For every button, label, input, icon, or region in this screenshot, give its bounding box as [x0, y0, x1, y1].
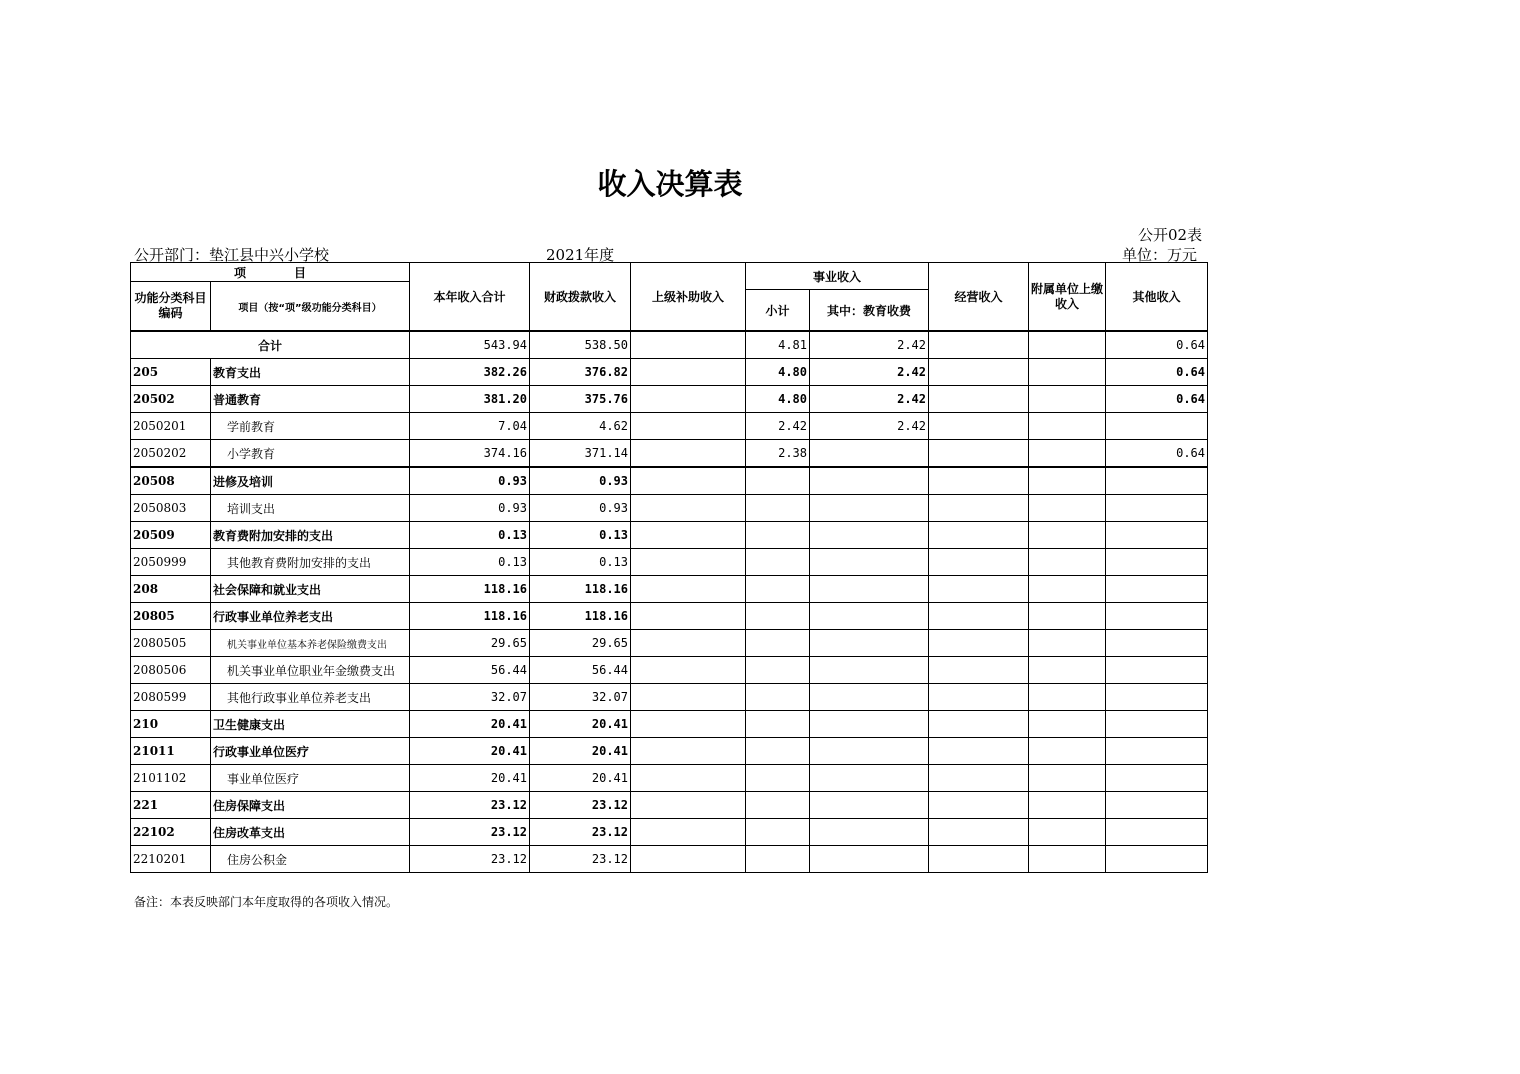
table-row — [131, 522, 1208, 549]
cell-operating — [929, 549, 1029, 576]
cell-other: 0.64 — [1106, 331, 1208, 359]
cell-fiscal: 376.82 — [530, 359, 631, 386]
cell-fiscal: 0.93 — [530, 467, 631, 495]
cell-operating — [929, 359, 1029, 386]
cell-total: 0.13 — [410, 522, 530, 549]
cell-operating — [929, 603, 1029, 630]
cell-subtotal: 4.81 — [746, 331, 810, 359]
cell-total: 29.65 — [410, 630, 530, 657]
cell-other: 0.64 — [1106, 386, 1208, 413]
cell-superior — [631, 576, 746, 603]
row-name: 其他行政事业单位养老支出 — [211, 684, 410, 711]
table-row — [131, 684, 1208, 711]
cell-superior — [631, 331, 746, 359]
row-name: 合计 — [131, 331, 410, 359]
cell-superior — [631, 495, 746, 522]
cell-fiscal: 118.16 — [530, 576, 631, 603]
row-code: 2210201 — [131, 846, 211, 873]
row-code: 2050201 — [131, 413, 211, 440]
row-name: 住房公积金 — [211, 846, 410, 873]
cell-total: 23.12 — [410, 792, 530, 819]
cell-affiliated — [1029, 495, 1106, 522]
cell-operating — [929, 467, 1029, 495]
cell-affiliated — [1029, 792, 1106, 819]
cell-subtotal — [746, 819, 810, 846]
cell-fiscal: 118.16 — [530, 603, 631, 630]
cell-total: 381.20 — [410, 386, 530, 413]
row-name: 培训支出 — [211, 495, 410, 522]
cell-fiscal: 375.76 — [530, 386, 631, 413]
table-row — [131, 413, 1208, 440]
cell-affiliated — [1029, 522, 1106, 549]
cell-total: 0.93 — [410, 467, 530, 495]
cell-operating — [929, 792, 1029, 819]
cell-other — [1106, 467, 1208, 495]
row-name: 小学教育 — [211, 440, 410, 468]
cell-edu-fee — [810, 576, 929, 603]
row-code: 2050202 — [131, 440, 211, 468]
cell-total: 374.16 — [410, 440, 530, 468]
table-row — [131, 549, 1208, 576]
cell-operating — [929, 440, 1029, 468]
cell-superior — [631, 819, 746, 846]
cell-subtotal — [746, 765, 810, 792]
cell-edu-fee — [810, 440, 929, 468]
header-item: 项 目 — [131, 263, 410, 282]
cell-subtotal — [746, 603, 810, 630]
row-name: 普通教育 — [211, 386, 410, 413]
cell-fiscal: 23.12 — [530, 819, 631, 846]
table-row — [131, 630, 1208, 657]
row-name: 住房改革支出 — [211, 819, 410, 846]
cell-edu-fee — [810, 711, 929, 738]
row-code: 22102 — [131, 819, 211, 846]
cell-other — [1106, 765, 1208, 792]
row-name: 事业单位医疗 — [211, 765, 410, 792]
cell-fiscal: 32.07 — [530, 684, 631, 711]
cell-edu-fee — [810, 684, 929, 711]
cell-operating — [929, 711, 1029, 738]
cell-superior — [631, 386, 746, 413]
header-superior: 上级补助收入 — [631, 263, 746, 332]
header-edu-fee: 其中：教育收费 — [810, 290, 929, 332]
row-name: 行政事业单位养老支出 — [211, 603, 410, 630]
cell-subtotal: 2.42 — [746, 413, 810, 440]
cell-affiliated — [1029, 549, 1106, 576]
cell-affiliated — [1029, 467, 1106, 495]
table-row — [131, 576, 1208, 603]
cell-superior — [631, 657, 746, 684]
row-code: 20508 — [131, 467, 211, 495]
cell-total: 23.12 — [410, 846, 530, 873]
table-row — [131, 331, 1208, 359]
cell-affiliated — [1029, 819, 1106, 846]
header-affiliated: 附属单位上缴收入 — [1029, 263, 1106, 332]
cell-total: 382.26 — [410, 359, 530, 386]
cell-other — [1106, 738, 1208, 765]
cell-subtotal — [746, 630, 810, 657]
cell-edu-fee: 2.42 — [810, 413, 929, 440]
cell-edu-fee — [810, 522, 929, 549]
cell-other — [1106, 792, 1208, 819]
cell-subtotal — [746, 846, 810, 873]
row-code: 2101102 — [131, 765, 211, 792]
cell-superior — [631, 413, 746, 440]
cell-superior — [631, 765, 746, 792]
row-code: 205 — [131, 359, 211, 386]
cell-operating — [929, 630, 1029, 657]
cell-subtotal — [746, 576, 810, 603]
cell-total: 20.41 — [410, 738, 530, 765]
cell-affiliated — [1029, 331, 1106, 359]
cell-edu-fee — [810, 657, 929, 684]
table-row — [131, 846, 1208, 873]
cell-superior — [631, 846, 746, 873]
row-code: 2080506 — [131, 657, 211, 684]
cell-affiliated — [1029, 684, 1106, 711]
table-row — [131, 359, 1208, 386]
cell-fiscal: 20.41 — [530, 711, 631, 738]
row-name: 住房保障支出 — [211, 792, 410, 819]
cell-operating — [929, 765, 1029, 792]
cell-other — [1106, 522, 1208, 549]
row-name: 教育支出 — [211, 359, 410, 386]
cell-other — [1106, 549, 1208, 576]
cell-superior — [631, 549, 746, 576]
cell-fiscal: 371.14 — [530, 440, 631, 468]
cell-affiliated — [1029, 765, 1106, 792]
cell-subtotal: 2.38 — [746, 440, 810, 468]
cell-superior — [631, 359, 746, 386]
cell-superior — [631, 792, 746, 819]
cell-fiscal: 0.13 — [530, 549, 631, 576]
cell-affiliated — [1029, 386, 1106, 413]
row-code: 2080599 — [131, 684, 211, 711]
cell-operating — [929, 684, 1029, 711]
table-row — [131, 819, 1208, 846]
cell-subtotal — [746, 792, 810, 819]
cell-edu-fee — [810, 549, 929, 576]
cell-total: 543.94 — [410, 331, 530, 359]
cell-fiscal: 23.12 — [530, 846, 631, 873]
cell-edu-fee — [810, 495, 929, 522]
table-row — [131, 495, 1208, 522]
cell-other — [1106, 657, 1208, 684]
cell-other — [1106, 630, 1208, 657]
cell-operating — [929, 819, 1029, 846]
cell-total: 0.93 — [410, 495, 530, 522]
table-row — [131, 711, 1208, 738]
cell-operating — [929, 846, 1029, 873]
cell-affiliated — [1029, 846, 1106, 873]
cell-fiscal: 23.12 — [530, 792, 631, 819]
cell-total: 20.41 — [410, 711, 530, 738]
cell-edu-fee: 2.42 — [810, 359, 929, 386]
header-fiscal: 财政拨款收入 — [530, 263, 631, 332]
cell-affiliated — [1029, 711, 1106, 738]
cell-operating — [929, 576, 1029, 603]
row-code: 2050999 — [131, 549, 211, 576]
cell-operating — [929, 495, 1029, 522]
cell-affiliated — [1029, 440, 1106, 468]
header-total: 本年收入合计 — [410, 263, 530, 332]
cell-subtotal — [746, 738, 810, 765]
cell-edu-fee — [810, 819, 929, 846]
cell-operating — [929, 413, 1029, 440]
header-code: 功能分类科目编码 — [131, 282, 211, 332]
cell-other — [1106, 711, 1208, 738]
cell-other — [1106, 846, 1208, 873]
cell-affiliated — [1029, 630, 1106, 657]
cell-edu-fee — [810, 603, 929, 630]
cell-operating — [929, 386, 1029, 413]
row-name: 其他教育费附加安排的支出 — [211, 549, 410, 576]
cell-other: 0.64 — [1106, 440, 1208, 468]
cell-fiscal: 4.62 — [530, 413, 631, 440]
row-code: 20509 — [131, 522, 211, 549]
cell-subtotal — [746, 549, 810, 576]
table-row — [131, 467, 1208, 495]
cell-edu-fee — [810, 738, 929, 765]
row-name: 机关事业单位基本养老保险缴费支出 — [211, 630, 410, 657]
row-name: 行政事业单位医疗 — [211, 738, 410, 765]
cell-operating — [929, 657, 1029, 684]
cell-superior — [631, 684, 746, 711]
header-business: 事业收入 — [746, 263, 929, 290]
cell-other — [1106, 684, 1208, 711]
row-name: 教育费附加安排的支出 — [211, 522, 410, 549]
header-name: 项目（按“项”级功能分类科目） — [211, 282, 410, 332]
fiscal-year: 2021年度 — [546, 246, 615, 264]
cell-other — [1106, 576, 1208, 603]
header-subtotal: 小计 — [746, 290, 810, 332]
header-operating: 经营收入 — [929, 263, 1029, 332]
row-code: 20502 — [131, 386, 211, 413]
income-table — [130, 262, 1208, 873]
cell-edu-fee — [810, 765, 929, 792]
cell-operating — [929, 331, 1029, 359]
row-name: 卫生健康支出 — [211, 711, 410, 738]
cell-fiscal: 0.93 — [530, 495, 631, 522]
cell-superior — [631, 467, 746, 495]
cell-superior — [631, 630, 746, 657]
cell-subtotal — [746, 467, 810, 495]
cell-subtotal: 4.80 — [746, 359, 810, 386]
table-row — [131, 738, 1208, 765]
table-row — [131, 440, 1208, 468]
cell-superior — [631, 522, 746, 549]
cell-operating — [929, 738, 1029, 765]
row-code: 2050803 — [131, 495, 211, 522]
page-title: 收入决算表 — [597, 167, 743, 201]
cell-total: 56.44 — [410, 657, 530, 684]
cell-fiscal: 20.41 — [530, 738, 631, 765]
cell-subtotal — [746, 711, 810, 738]
row-code: 210 — [131, 711, 211, 738]
cell-other — [1106, 495, 1208, 522]
cell-superior — [631, 440, 746, 468]
table-row — [131, 603, 1208, 630]
row-code: 208 — [131, 576, 211, 603]
cell-superior — [631, 711, 746, 738]
row-code: 21011 — [131, 738, 211, 765]
cell-subtotal — [746, 522, 810, 549]
cell-subtotal — [746, 495, 810, 522]
cell-total: 118.16 — [410, 603, 530, 630]
row-name: 机关事业单位职业年金缴费支出 — [211, 657, 410, 684]
form-number: 公开02表 — [1138, 226, 1203, 244]
cell-affiliated — [1029, 413, 1106, 440]
cell-edu-fee: 2.42 — [810, 386, 929, 413]
cell-fiscal: 0.13 — [530, 522, 631, 549]
cell-edu-fee — [810, 792, 929, 819]
cell-fiscal: 538.50 — [530, 331, 631, 359]
table-row — [131, 792, 1208, 819]
cell-total: 7.04 — [410, 413, 530, 440]
cell-fiscal: 56.44 — [530, 657, 631, 684]
cell-operating — [929, 522, 1029, 549]
cell-affiliated — [1029, 657, 1106, 684]
cell-edu-fee — [810, 846, 929, 873]
cell-other: 0.64 — [1106, 359, 1208, 386]
cell-fiscal: 29.65 — [530, 630, 631, 657]
cell-affiliated — [1029, 359, 1106, 386]
header-other: 其他收入 — [1106, 263, 1208, 332]
cell-affiliated — [1029, 603, 1106, 630]
cell-total: 23.12 — [410, 819, 530, 846]
cell-affiliated — [1029, 738, 1106, 765]
cell-other — [1106, 413, 1208, 440]
cell-edu-fee: 2.42 — [810, 331, 929, 359]
row-code: 20805 — [131, 603, 211, 630]
cell-total: 32.07 — [410, 684, 530, 711]
cell-superior — [631, 738, 746, 765]
cell-edu-fee — [810, 467, 929, 495]
department-label: 公开部门：垫江县中兴小学校 — [134, 246, 330, 264]
cell-total: 118.16 — [410, 576, 530, 603]
table-row — [131, 657, 1208, 684]
row-code: 221 — [131, 792, 211, 819]
footnote: 备注：本表反映部门本年度取得的各项收入情况。 — [134, 895, 399, 909]
cell-fiscal: 20.41 — [530, 765, 631, 792]
cell-edu-fee — [810, 630, 929, 657]
unit-label: 单位：万元 — [1122, 246, 1198, 264]
cell-subtotal — [746, 657, 810, 684]
cell-affiliated — [1029, 576, 1106, 603]
table-row — [131, 765, 1208, 792]
row-name: 进修及培训 — [211, 467, 410, 495]
cell-total: 0.13 — [410, 549, 530, 576]
cell-other — [1106, 603, 1208, 630]
cell-other — [1106, 819, 1208, 846]
row-name: 社会保障和就业支出 — [211, 576, 410, 603]
cell-subtotal — [746, 684, 810, 711]
row-code: 2080505 — [131, 630, 211, 657]
table-row — [131, 386, 1208, 413]
cell-subtotal: 4.80 — [746, 386, 810, 413]
cell-total: 20.41 — [410, 765, 530, 792]
cell-superior — [631, 603, 746, 630]
row-name: 学前教育 — [211, 413, 410, 440]
